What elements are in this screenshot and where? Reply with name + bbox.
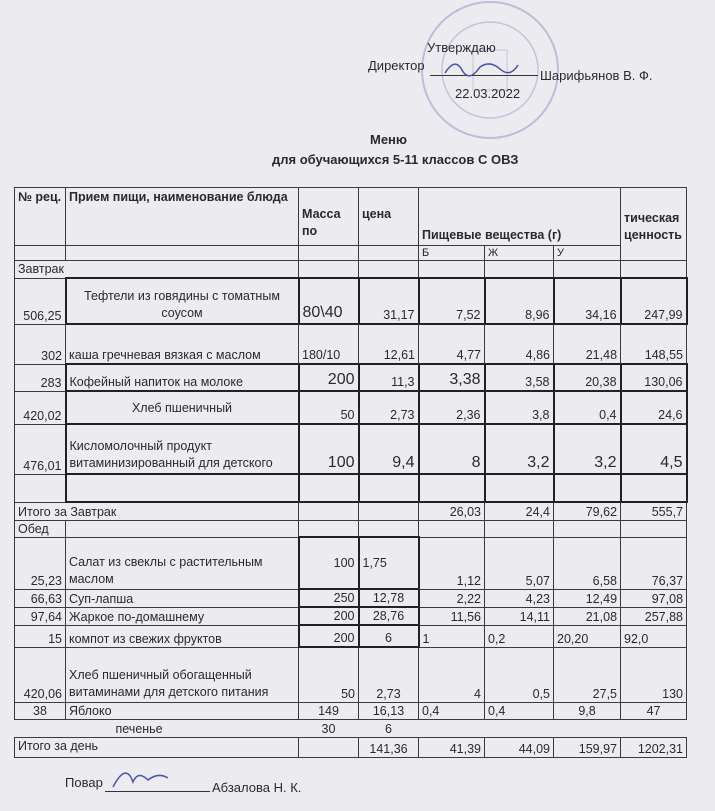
header-dish: Прием пищи, наименование блюда [66,188,299,246]
header-num: № рец. [15,188,66,246]
cell-energy: 92,0 [621,625,687,647]
cell-mass: 200 [299,625,359,647]
table-row [15,391,687,424]
cell-zh: 44,09 [485,737,554,757]
cell-b: 2,36 [419,391,485,424]
cook-signature [108,762,178,792]
cell-price: 28,76 [359,607,419,625]
section-breakfast: Завтрак [15,261,299,279]
header-b: Б [419,246,485,261]
section-lunch: Обед [15,520,66,537]
cell-dish: Тефтели из говядины с томатным соусом [66,278,299,324]
cell-b: 11,56 [419,607,485,625]
cell-u: 21,08 [554,607,621,625]
cell-b: 7,52 [419,278,485,324]
cell-zh: 4,23 [485,589,554,607]
cell-zh: 4,86 [485,324,554,364]
doc-subtitle: для обучающихся 5-11 классов С ОВЗ [272,152,519,167]
cell-dish: Кисломолочный продукт витаминизированный для детского [66,424,299,474]
menu-table [14,187,688,758]
cell-dish: Суп-лапша [66,589,299,607]
cell-mass: 30 [321,721,336,736]
cell-num: 420,06 [15,647,66,702]
cell-zh: 14,11 [485,607,554,625]
cell-dish: Жаркое по-домашнему [66,607,299,625]
cell-zh: 5,07 [485,537,554,589]
cell-price: 11,3 [359,364,419,391]
cell-b: 4 [419,647,485,702]
cell-b: 8 [419,424,485,474]
cell-num: 506,25 [15,278,66,324]
cell-zh: 3,2 [485,424,554,474]
table-row [15,324,687,364]
cell-mass: 100 [299,537,359,589]
table-row [15,364,687,391]
cell-price: 31,17 [359,278,419,324]
total-label: Итого за Завтрак [15,502,299,520]
cell-zh: 3,8 [485,391,554,424]
cell-energy: 257,88 [621,607,687,625]
table-row [15,278,687,324]
cell-price: 9,4 [359,424,419,474]
cell-dish: Салат из свеклы с растительным маслом [66,537,299,589]
cell-price: 2,73 [359,647,419,702]
doc-title: Меню [370,132,408,147]
header-u: У [554,246,621,261]
cell-dish: печенье [115,721,163,736]
cell-mass: 100 [299,424,359,474]
director-signature [440,55,520,80]
header-nutrients: Пищевые вещества (г) [419,188,621,246]
cell-dish: Хлеб пшеничный [66,391,299,424]
cell-u: 6,58 [554,537,621,589]
cell-zh: 0,2 [485,625,554,647]
cell-num: 302 [15,324,66,364]
table-row [15,607,687,625]
cell-energy: 4,5 [621,424,687,474]
cell-zh: 3,58 [485,364,554,391]
cell-energy: 47 [621,702,687,719]
cell-energy: 555,7 [621,502,687,520]
cell-u: 34,16 [554,278,621,324]
cell-u: 27,5 [554,647,621,702]
cell-b: 26,03 [419,502,485,520]
cell-num: 420,02 [15,391,66,424]
cell-u: 3,2 [554,424,621,474]
cell-b: 4,77 [419,324,485,364]
cell-mass: 250 [299,589,359,607]
cook-signature-line [105,791,210,792]
cook-label: Повар [65,775,103,790]
cell-dish: каша гречневая вязкая с маслом [66,324,299,364]
cell-energy: 24,6 [621,391,687,424]
cell-b: 2,22 [419,589,485,607]
cell-energy: 97,08 [621,589,687,607]
cell-num: 38 [15,702,66,719]
cell-mass: 80\40 [299,278,359,324]
cell-u: 20,20 [554,625,621,647]
table-row [15,424,687,474]
cell-mass: 50 [299,391,359,424]
cell-zh: 0,4 [485,702,554,719]
cell-price: 6 [359,625,419,647]
cell-zh: 0,5 [485,647,554,702]
cell-b: 41,39 [419,737,485,757]
cell-b: 1,12 [419,537,485,589]
total-label: Итого за день [15,737,299,757]
cell-price: 1,75 [359,537,419,589]
table-row [15,702,687,719]
cell-energy: 76,37 [621,537,687,589]
cell-b: 3,38 [419,364,485,391]
cell-price: 141,36 [359,737,419,757]
table-row [15,537,687,589]
cell-energy: 247,99 [621,278,687,324]
table-row [15,589,687,607]
director-label: Директор [368,58,425,73]
table-row [15,625,687,647]
cook-name: Абзалова Н. К. [212,780,302,795]
cell-num: 25,23 [15,537,66,589]
approve-label: Утверждаю [427,40,496,55]
cell-price: 12,61 [359,324,419,364]
cell-price: 2,73 [359,391,419,424]
director-name: Шарифьянов В. Ф. [540,68,653,83]
cell-dish: Хлеб пшеничный обогащенный витаминами для детского питания [66,647,299,702]
table-row [15,647,687,702]
header-mass: Масса по [299,188,359,246]
cell-u: 21,48 [554,324,621,364]
day-total-row [15,737,687,757]
cell-u: 159,97 [554,737,621,757]
cell-energy: 130,06 [621,364,687,391]
cell-mass: 50 [299,647,359,702]
cell-energy: 148,55 [621,324,687,364]
table-row [15,719,687,737]
cell-energy: 130 [621,647,687,702]
cell-price: 16,13 [359,702,419,719]
cell-u: 9,8 [554,702,621,719]
cell-dish: компот из свежих фруктов [66,625,299,647]
cell-u: 0,4 [554,391,621,424]
cell-price: 6 [385,721,392,736]
breakfast-total-row [15,502,687,520]
cell-zh: 24,4 [485,502,554,520]
cell-mass: 200 [299,607,359,625]
header-energy: тическая ценность [621,188,687,261]
header-zh: Ж [485,246,554,261]
cell-num: 283 [15,364,66,391]
cell-dish: Кофейный напиток на молоке [66,364,299,391]
cell-price: 12,78 [359,589,419,607]
cell-num: 66,63 [15,589,66,607]
cell-b: 0,4 [419,702,485,719]
cell-num: 476,01 [15,424,66,474]
cell-mass: 200 [299,364,359,391]
cell-b: 1 [419,625,485,647]
approval-date: 22.03.2022 [455,86,521,101]
cell-zh: 8,96 [485,278,554,324]
cell-u: 79,62 [554,502,621,520]
cell-mass: 180/10 [299,324,359,364]
cell-num: 97,64 [15,607,66,625]
cell-u: 20,38 [554,364,621,391]
header-price: цена [359,188,419,246]
cell-u: 12,49 [554,589,621,607]
cell-mass: 149 [299,702,359,719]
cell-energy: 1202,31 [621,737,687,757]
cell-num: 15 [15,625,66,647]
cell-dish: Яблоко [66,702,299,719]
